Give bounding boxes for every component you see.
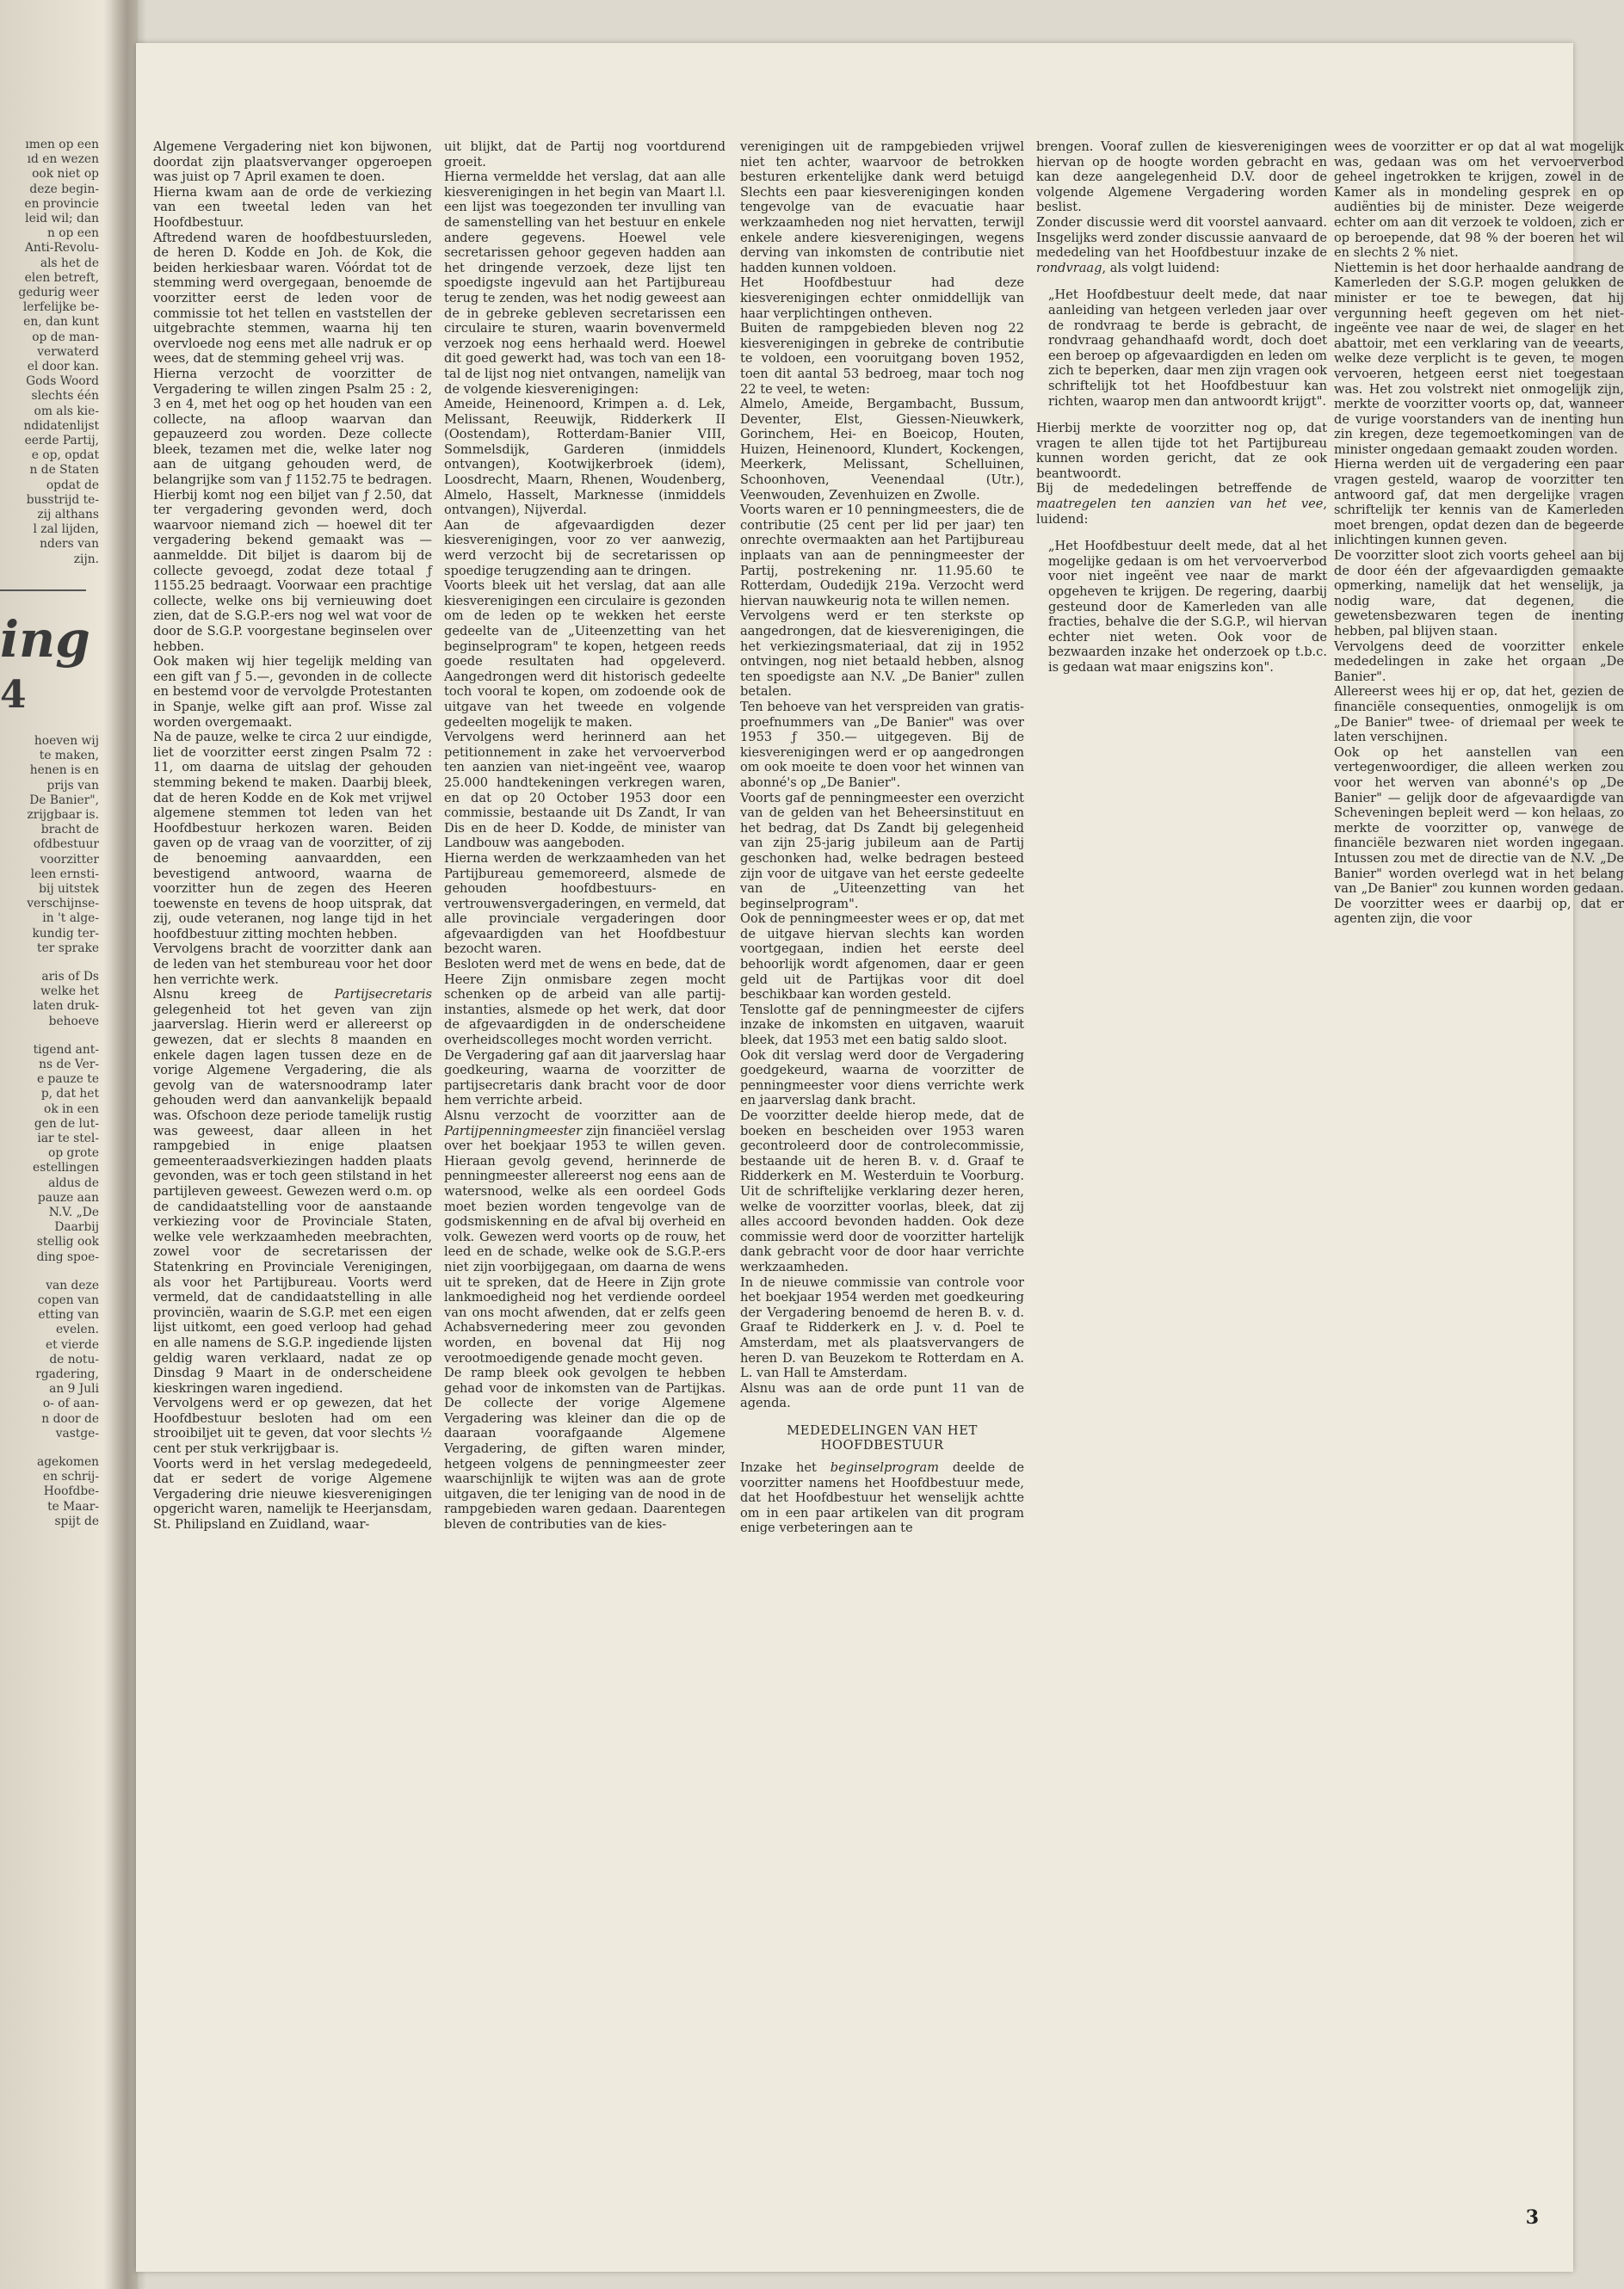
- fragment-line: en schrij-: [42, 1470, 99, 1484]
- fragment-line: estellingen: [33, 1161, 99, 1175]
- section-heading: MEDEDELINGEN VAN HET HOOFDBESTUUR: [787, 1422, 978, 1453]
- fragment-line: p, dat het: [40, 1087, 99, 1101]
- fragment-line: N.V. „De: [48, 1205, 99, 1219]
- fragment-line: henen is en: [29, 763, 99, 778]
- fragment-line: welke het: [40, 984, 99, 999]
- fragment-line: l zal lijden,: [33, 522, 99, 537]
- fragment-line: stellig ook: [36, 1235, 99, 1249]
- fragment-line: ding spoe-: [36, 1249, 99, 1264]
- article-paragraph: Hierna kwam aan de orde de verkiezing van een tweetal leden van het Hoofdbestuur.: [153, 184, 432, 230]
- fragment-line: elen betreft,: [24, 270, 99, 285]
- article-column-4: [1036, 139, 1327, 2239]
- newspaper-page: [136, 43, 1624, 2272]
- article-paragraph: Tenslotte gaf de penningmeester de cijfers inzake de inkomsten en uitgaven, waaruit bleek, dat 1953 met een batig saldo sloot.: [740, 1002, 1024, 1048]
- fragment-line: ndidatenlijst: [23, 418, 99, 433]
- fragment-line: op de man-: [32, 330, 99, 344]
- fragment-line: voorzitter: [40, 852, 99, 867]
- fragment-line: bracht de: [40, 823, 99, 837]
- fragment-line: prijs van: [46, 778, 99, 793]
- article-paragraph: Hierna werden de werkzaamheden van het Partijbureau gememoreerd, alsmede de gehouden hoofdbestuurs- en vertrouwensvergaderingen, en vermeld, dat alle provinciale vergaderingen door afgevaardigden van het Hoofdbestuur bezocht waren.: [444, 850, 726, 957]
- article-paragraph: Na de pauze, welke te circa 2 uur eindigde, liet de voorzitter eerst zingen Psalm 72 : 11, om daarna de uitslag der gehouden stemming bekend te maken. Daarbij bleek, dat de heren Kodde en de Kok met vrijwel algemene stemmen tot leden van het Hoofdbestuur herkozen waren. Beiden gaven op de vraag van de voorzitter, of zij de benoeming aanvaardden, een bevestigend antwoord, waarna de voorzitter hun de zegen des Heeren toewenste en tevens de hoop uitsprak, dat zij, oude veteranen, nog lange tijd in het hoofdbestuur zitting mochten hebben.: [153, 730, 432, 941]
- article-paragraph: Alsnu was aan de orde punt 11 van de agenda.: [740, 1380, 1024, 1411]
- fragment-line: tigend ant-: [33, 1042, 99, 1057]
- fragment-line: Hoofdbe-: [43, 1484, 99, 1499]
- fragment-line: behoeve: [48, 1014, 99, 1028]
- fragment-line: als het de: [40, 256, 99, 270]
- fragment-line: nders van: [40, 537, 99, 552]
- article-paragraph: Besloten werd met de wens en bede, dat de Heere Zijn onmisbare zegen mocht schenken op de arbeid van alle partij-instanties, alsmede op het werk, dat door de afgevaardigden in de onderscheidene overheidscolleges mocht worden verricht.: [444, 957, 726, 1048]
- article-paragraph: verenigingen uit de rampgebieden vrijwel niet ten achter, waarvoor de betrokken besturen erkentelijke dank werd betuigd Slechts een paar kiesverenigingen konden tengevolge van de evacuatie haar werkzaamheden nog niet hervatten, terwijl enkele andere kiesverenigingen, wegens derving van inkomsten de contributie niet hadden kunnen voldoen.: [740, 139, 1024, 275]
- fragment-line: van deze: [46, 1278, 99, 1293]
- article-paragraph: Ten behoeve van het verspreiden van gratis-proefnummers van „De Banier" was over 1953 ƒ 350.— uitgegeven. Bij de kiesverenigingen werd er op aangedrongen om ook moeite te doen voor het winnen van abonné's op „De Banier".: [740, 699, 1024, 790]
- article-paragraph: Ook de penningmeester wees er op, dat met de uitgave hiervan slechts kan worden voortgegaan, indien het eerste deel behoorlijk wordt afgenomen, daar er geen geld uit de Partijkas voor dit doel beschikbaar kan worden gesteld.: [740, 911, 1024, 1003]
- fragment-group: [0, 1279, 99, 1441]
- article-paragraph: Niettemin is het door herhaalde aandrang de Kamerleden der S.G.P. mogen gelukken de minister er toe te bewegen, dat hij vergunning heeft gegeven om het niet-ingeënte vee naar de wei, de slager en het abattoir, met een verklaring van de veearts, welke deze verplicht is te geven, te mogen vervoeren, hetgeen eerst niet toegestaan was. Het zou volstrekt niet onmogelijk zijn, merkte de voorzitter voorts op, dat, wanneer de vurige voorstanders van de inenting hun zin kregen, deze tegemoetkomingen van de minister ongedaan gemaakt zouden worden.: [1334, 260, 1624, 457]
- fragment-line: laten druk-: [33, 999, 99, 1014]
- book-gutter: [0, 0, 138, 2289]
- fragment-line: en, dan kunt: [23, 315, 99, 330]
- fragment-line: Daarbij: [54, 1220, 99, 1235]
- fragment-line: etting van: [38, 1308, 99, 1323]
- fragment-group: [0, 734, 99, 956]
- article-paragraph: Het Hoofdbestuur had deze kiesverenigingen echter onmiddellijk van haar verplichtingen ontheven.: [740, 275, 1024, 321]
- fragment-line: ns de Ver-: [39, 1057, 99, 1071]
- fragment-line: spijt de: [54, 1514, 99, 1528]
- fragment-title: ing: [0, 609, 90, 669]
- fragment-line: ook niet op: [32, 167, 99, 182]
- article-paragraph: Voorts gaf de penningmeester een overzicht van de gelden van het Beheersinstituut en het bedrag, dat Ds Zandt bij gelegenheid van zijn 25-jarig jubileum aan de Partij geschonken had, welke bedragen besteed zijn voor de uitgave van het eerste gedeelte van de „Uiteenzetting van het beginselprogram".: [740, 790, 1024, 911]
- fragment-line: eerde Partij,: [24, 434, 99, 448]
- article-paragraph: Vervolgens deed de voorzitter enkele mededelingen in zake het orgaan „De Banier".: [1334, 639, 1624, 684]
- article-paragraph: Voorts waren er 10 penningmeesters, die de contributie (25 cent per lid per jaar) ten onrechte overmaakten aan het Partijbureau inplaats van aan de penningmeester der Partij, postrekening nr. 11.95.60 te Rotterdam, Oudedijk 219a. Verzocht werd hiervan nauwkeurig nota te willen nemen.: [740, 503, 1024, 608]
- article-paragraph: „Het Hoofdbestuur deelt mede, dat naar aanleiding van hetgeen verleden jaar over de rondvraag te berde is gebracht, de rondvraag gehandhaafd wordt, doch doet een beroep op afgevaardigden en leden om zich te beperken, daar men zijn vragen ook schriftelijk tot het Hoofdbestuur kan richten, waarop men dan antwoordt krijgt".: [1048, 287, 1327, 409]
- fragment-number: 4: [0, 672, 27, 717]
- article-paragraph: Bij de mededelingen betreffende de maatregelen ten aanzien van het vee, luidend:: [1036, 481, 1327, 527]
- article-paragraph: De voorzitter sloot zich voorts geheel aan bij de door één der afgevaardigden gemaakte opmerking, namelijk dat het wenselijk, ja nodig ware, dat degenen, die gewetensbezwaren tegen de inenting hebben, pal blijven staan.: [1334, 548, 1624, 639]
- article-paragraph: Allereerst wees hij er op, dat het, gezien de financiële consequenties, onmogelijk is om „De Banier" twee- of driemaal per week te laten verschijnen.: [1334, 684, 1624, 745]
- fragment-line: kundig ter-: [32, 926, 99, 941]
- fragment-line: busstrijd te-: [26, 492, 99, 507]
- fragment-line: zij althans: [37, 508, 99, 522]
- fragment-line: ok in een: [44, 1101, 99, 1116]
- fragment-line: el door kan.: [27, 360, 99, 374]
- fragment-line: zijn.: [73, 552, 99, 566]
- article-paragraph: Hierbij merkte de voorzitter nog op, dat vragen te allen tijde tot het Partijbureau kunnen worden gericht, dat ze ook beantwoordt.: [1036, 421, 1327, 481]
- article-paragraph: Vervolgens werd er op gewezen, dat het Hoofdbestuur besloten had om een strooibiljet uit te geven, dat voor slechts ½ cent per stuk verkrijgbaar is.: [153, 1396, 432, 1457]
- article-paragraph: Vervolgens werd herinnerd aan het petitionnement in zake het vervoerverbod ten aanzien van niet-ingeënt vee, waarop 25.000 handtekeningen verkregen waren, en dat op 20 October 1953 door een commissie, bestaande uit Ds Zandt, Ir van Dis en de heer D. Kodde, de minister van Landbouw was aangeboden.: [444, 730, 726, 851]
- article-paragraph: Ook op het aanstellen van een vertegenwoordiger, die alleen werken zou voor het werven van abonné's op „De Banier" — gelijk door de afgevaardigde van Scheveningen bepleit werd — kon helaas, zo merkte de voorzitter op, vanwege de financiële bezwaren niet worden ingegaan. Intussen zou met de directie van de N.V. „De Banier" worden overlegd wat in het belang van „De Banier" zou kunnen worden gedaan. De voorzitter wees er daarbij op, dat er agenten zijn, die voor: [1334, 744, 1624, 927]
- fragment-line: in 't alge-: [42, 911, 99, 926]
- fragment-line: op grote: [48, 1146, 99, 1161]
- article-column-1: [153, 139, 432, 2239]
- fragment-line: lerfelijke be-: [22, 300, 99, 315]
- fragment-line: hoeven wij: [34, 733, 99, 748]
- fragment-line: vastge-: [55, 1426, 99, 1441]
- fragment-line: ıd en wezen: [27, 152, 99, 167]
- fragment-line: bij uitstek: [39, 881, 99, 896]
- page-number: 3: [1525, 2206, 1539, 2229]
- previous-page-fragments: [0, 138, 99, 2272]
- fragment-line: gedurig weer: [18, 286, 99, 300]
- article-paragraph: Inzake het beginselprogram deelde de voorzitter namens het Hoofdbestuur mede, dat het Hoofdbestuur het wenselijk achtte om in een paar artikelen van dit program enige verbeteringen aan te: [740, 1460, 1024, 1536]
- fragment-line: te maken,: [39, 749, 99, 763]
- fragment-divider: [0, 589, 86, 591]
- fragment-line: ter sprake: [37, 941, 99, 955]
- article-paragraph: De voorzitter deelde hierop mede, dat de boeken en bescheiden over 1953 waren gecontroleerd door de controlecommissie, bestaande uit de heren B. v. d. Graaf te Ridderkerk en M. Westerduin te Voorburg. Uit de schriftelijke verklaring dezer heren, welke de voorzitter voorlas, bleek, dat zij alles accoord bevonden hadden. Ook deze commissie werd door de voorzitter hartelijk dank gebracht voor de door haar verrichte werkzaamheden.: [740, 1108, 1024, 1274]
- article-paragraph: Ook dit verslag werd door de Vergadering goedgekeurd, waarna de voorzitter de penningmeester voor diens verrichte werk en jaarverslag dank bracht.: [740, 1047, 1024, 1108]
- fragment-line: evelen.: [56, 1323, 99, 1337]
- fragment-line: gen de lut-: [34, 1116, 99, 1131]
- article-paragraph: uit blijkt, dat de Partij nog voortdurend groeit.: [444, 139, 726, 170]
- fragment-line: iar te stel-: [37, 1131, 99, 1145]
- article-paragraph: Zonder discussie werd dit voorstel aanvaard. Insgelijks werd zonder discussie aanvaard de mededeling van het Hoofdbestuur inzake de rondvraag, als volgt luidend:: [1036, 214, 1327, 275]
- fragment-line: de notu-: [49, 1352, 99, 1367]
- fragment-line: leid wil; dan: [25, 212, 99, 226]
- fragment-group: [0, 138, 99, 567]
- article-paragraph: Hierna werden uit de vergadering een paar vragen gesteld, waarop de voorzitter ten antwoord gaf, dat men dergelijke vragen schriftelijk ter kennis van de Kamerleden moet brengen, opdat dezen dan de begeerde inlichtingen kunnen geven.: [1334, 457, 1624, 548]
- fragment-line: slechts één: [31, 389, 99, 404]
- article-paragraph: Vervolgens bracht de voorzitter dank aan de leden van het stembureau voor het door hen verrichte werk.: [153, 941, 432, 987]
- fragment-line: pauze aan: [37, 1190, 99, 1205]
- fragment-line: aldus de: [48, 1175, 99, 1190]
- fragment-line: e pauze te: [36, 1072, 99, 1087]
- article-paragraph: Voorts werd in het verslag medegedeeld, dat er sedert de vorige Algemene Vergadering drie nieuwe kiesverenigingen opgericht waren, namelijk te Heerjansdam, St. Philipsland en Zuidland, waar-: [153, 1456, 432, 1533]
- article-column-5: [1334, 139, 1624, 2239]
- article-paragraph: Alsnu kreeg de Partijsecretaris gelegenheid tot het geven van zijn jaarverslag. Hierin werd er allereerst op gewezen, dat er slechts 8 maanden en enkele dagen lagen tussen deze en de vorige Algemene Vergadering, die als gevolg van de watersnoodramp later gehouden werd dan aanvankelijk bepaald was. Ofschoon deze periode tamelijk rustig was geweest, daar alleen in het rampgebied in enige plaatsen gemeenteraadsverkiezingen hadden plaats gevonden, was er toch geen stilstand in het partijleven geweest. Gewezen werd o.m. op de candidaatstelling voor de aanstaande verkiezing voor de Provinciale Staten, welke vele werkzaamheden meebrachten, zowel voor de secretarissen der Statenkring en Provinciale Verenigingen, als voor het Partijbureau. Voorts werd vermeld, dat de candidaatstelling in alle provinciën, waarin de S.G.P. met een eigen lijst uitkomt, een goed verloop had gehad en alle namens de S.G.P. ingediende lijsten geldig waren verklaard, nadat ze op Dinsdag 9 Maart in de onderscheidene kieskringen waren ingediend.: [153, 987, 432, 1396]
- fragment-group: [0, 1455, 99, 1529]
- fragment-line: te Maar-: [47, 1499, 99, 1514]
- article-paragraph: Almelo, Ameide, Bergambacht, Bussum, Deventer, Elst, Giessen-Nieuwkerk, Gorinchem, Hei- en Boeicop, Houten, Huizen, Heinenoord, Klundert, Kockengen, Meerkerk, Melissant, Schelluinen, Schoonhoven, Veenendaal (Utr.), Veenwouden, Zevenhuizen en Zwolle.: [740, 397, 1024, 503]
- fragment-group: [0, 970, 99, 1029]
- article-paragraph: wees de voorzitter er op dat al wat mogelijk was, gedaan was om het vervoerverbod geheel ingetrokken te krijgen, zowel in de Kamer als in mondeling gesprek en op audiënties bij de minister. Deze weigerde echter om aan dit verzoek te voldoen, zich er op beroepende, dat 98 % der boeren het wil en slechts 2 % niet.: [1334, 139, 1624, 261]
- fragment-line: et vierde: [45, 1337, 99, 1352]
- fragment-line: n door de: [41, 1411, 99, 1426]
- fragment-line: an 9 Juli: [49, 1382, 99, 1397]
- article-column-3: [740, 139, 1024, 2239]
- fragment-line: n op een: [46, 226, 99, 241]
- fragment-line: verschijnse-: [27, 897, 99, 911]
- article-paragraph: brengen. Vooraf zullen de kiesverenigingen hiervan op de hoogte worden gebracht en kan deze aangelegenheid D.V. door de volgende Algemene Vergadering worden beslist.: [1036, 139, 1327, 215]
- article-paragraph: Ameide, Heinenoord, Krimpen a. d. Lek, Melissant, Reeuwijk, Ridderkerk II (Oostendam), Rotterdam-Banier VIII, Sommelsdijk, Garderen (inmiddels ontvangen), Kootwijkerbroek (idem), Loosdrecht, Maarn, Rhenen, Woudenberg, Almelo, Hasselt, Marknesse (inmiddels ontvangen), Nijverdal.: [444, 397, 726, 518]
- article-paragraph: Ook maken wij hier tegelijk melding van een gift van ƒ 5.—, gevonden in de collecte en bestemd voor de vervolgde Protestanten in Spanje, welke gift aan prof. Wisse zal worden overgemaakt.: [153, 654, 432, 730]
- fragment-line: Gods Woord: [26, 374, 99, 389]
- article-column-2: [444, 139, 726, 2239]
- fragment-group: [0, 1043, 99, 1265]
- fragment-line: ofdbestuur: [33, 837, 99, 852]
- article-paragraph: Hierna verzocht de voorzitter de Vergadering te willen zingen Psalm 25 : 2, 3 en 4, met het oog op het houden van een collecte, na afloop waarvan dan gepauzeerd zou worden. Deze collecte bleek, tezamen met die, welke later nog aan de uitgang gehouden werd, de belangrijke som van ƒ 1152.75 te bedragen. Hierbij komt nog een biljet van ƒ 2.50, dat ter vergadering gevonden werd, doch waarvoor niemand zich — hoewel dit ter vergadering bekend gemaakt was — aanmeldde. Dit biljet is daarom bij de collecte gevoegd, zodat deze totaal ƒ 1155.25 bedraagt. Voorwaar een prachtige collecte, welke ons bij vernieuwing doet zien, dat de S.G.P.-ers nog wel wat voor de door de S.G.P. voorgestane beginselen over hebben.: [153, 366, 432, 654]
- fragment-line: en provincie: [24, 196, 99, 211]
- fragment-line: agekomen: [36, 1455, 99, 1470]
- fragment-line: om als kie-: [34, 404, 99, 418]
- fragment-line: ımen op een: [25, 138, 99, 151]
- fragment-line: copen van: [37, 1293, 99, 1307]
- article-paragraph: Vervolgens werd er ten sterkste op aangedrongen, dat de kiesverenigingen, die het verkiezingsmateriaal, dat zij in 1952 ontvingen, nog niet betaald hebben, alsnog ten spoedigste aan N.V. „De Banier" zullen betalen.: [740, 608, 1024, 700]
- article-paragraph: Algemene Vergadering niet kon bijwonen, doordat zijn plaatsvervanger opgeroepen was juist op 7 April examen te doen.: [153, 139, 432, 185]
- article-paragraph: In de nieuwe commissie van controle voor het boekjaar 1954 werden met goedkeuring der Vergadering benoemd de heren B. v. d. Graaf te Ridderkerk en J. v. d. Poel te Amsterdam, met als plaatsvervangers de heren D. van Beuzekom te Rotterdam en A. L. van Hall te Amsterdam.: [740, 1274, 1024, 1381]
- fragment-line: opdat de: [46, 478, 99, 492]
- article-paragraph: Hierna vermeldde het verslag, dat aan alle kiesverenigingen in het begin van Maart l.l. een lijst was toegezonden ter invulling van de samenstelling van het bestuur en enkele andere gegevens. Hoewel vele secretarissen gehoor gegeven hadden aan het dringende verzoek, deze lijst ten spoedigste ingevuld aan het Partijbureau terug te zenden, was het nodig geweest aan de in gebreke gebleven secretarissen een circulaire te sturen, waarin bovenvermeld verzoek nog eens herhaald werd. Hoewel dit goed gewerkt had, was toch van een 18-tal de lijst nog niet ontvangen, namelijk van de volgende kiesverenigingen:: [444, 170, 726, 397]
- fragment-line: rgadering,: [35, 1367, 99, 1382]
- fragment-line: De Banier",: [29, 793, 99, 807]
- article-paragraph: Aan de afgevaardigden dezer kiesverenigingen, voor zo ver aanwezig, werd verzocht bij de secretarissen op spoedige terugzending aan te dringen.: [444, 517, 726, 578]
- fragment-line: o- of aan-: [42, 1397, 99, 1411]
- fragment-line: e op, opdat: [31, 448, 99, 463]
- fragment-line: deze begin-: [29, 182, 99, 196]
- fragment-line: n de Staten: [29, 463, 99, 478]
- article-paragraph: „Het Hoofdbestuur deelt mede, dat al het mogelijke gedaan is om het vervoerverbod voor niet ingeënt vee naar de markt opgeheven te krijgen. De regering, daarbij gesteund door de Kamerleden van alle fracties, behalve die der S.G.P., wil hiervan echter niet weten. Ook voor de bezwaarden inzake het onderzoek op t.b.c. is gedaan wat maar enigszins kon".: [1048, 539, 1327, 675]
- fragment-line: aris of Ds: [41, 969, 99, 984]
- fragment-line: Anti-Revolu-: [24, 241, 99, 256]
- article-paragraph: Alsnu verzocht de voorzitter aan de Partijpenningmeester zijn financiëel verslag over het boekjaar 1953 te willen geven. Hieraan gevolg gevend, herinnerde de penningmeester allereerst nog eens aan de watersnood, welke als een oordeel Gods moet bezien worden tengevolge van de godsmiskenning en de afval bij overheid en volk. Gewezen werd voorts op de rouw, het leed en de schade, welke ook de S.G.P.-ers niet zijn voorbijgegaan, om daarna de wens uit te spreken, dat de Heere in Zijn grote lankmoedigheid nog het verdiende oordeel van ons mocht afwenden, dat er zelfs geen Achabsvernedering meer zou gevonden worden, en bovenal dat Hij nog verootmoedigende genade mocht geven.: [444, 1108, 726, 1366]
- article-paragraph: De Vergadering gaf aan dit jaarverslag haar goedkeuring, waarna de voorzitter de partijsecretaris dank bracht voor de door hem verrichte arbeid.: [444, 1047, 726, 1108]
- article-paragraph: Buiten de rampgebieden bleven nog 22 kiesverenigingen in gebreke de contributie te voldoen, een vooruitgang boven 1952, toen dit aantal 53 bedroeg, maar toch nog 22 te veel, te weten:: [740, 321, 1024, 397]
- fragment-line: leen ernsti-: [30, 867, 99, 881]
- article-paragraph: Aftredend waren de hoofdbestuursleden, de heren D. Kodde en Joh. de Kok, die beiden herkiesbaar waren. Vóórdat tot de stemming werd overgegaan, benoemde de voorzitter eerst de leden voor de commissie tot het tellen en vaststellen der uitgebrachte stemmen, waarna hij ten overvloede nog eens met alle nadruk er op wees, dat de stemming geheel vrij was.: [153, 230, 432, 367]
- article-paragraph: Voorts bleek uit het verslag, dat aan alle kiesverenigingen een circulaire is gezonden om de leden op te wekken het eerste gedeelte van de „Uiteenzetting van het beginselprogram" te kopen, hetgeen reeds goede resultaten had opgeleverd. Aangedrongen werd dit historisch gedeelte toch vooral te kopen, om zodoende ook de uitgave van het tweede en volgende gedeelten mogelijk te maken.: [444, 578, 726, 730]
- fragment-line: verwaterd: [37, 344, 99, 359]
- fragment-line: zrijgbaar is.: [27, 807, 99, 822]
- article-paragraph: De ramp bleek ook gevolgen te hebben gehad voor de inkomsten van de Partijkas. De collecte der vorige Algemene Vergadering was kleiner dan die op de daaraan voorafgaande Algemene Vergadering, de giften waren minder, hetgeen volgens de penningmeester zeer waarschijnlijk te wijten was aan de grote uitgaven, die ter leniging van de nood in de rampgebieden waren gedaan. Daarentegen bleven de contributies van de kies-: [444, 1366, 726, 1533]
